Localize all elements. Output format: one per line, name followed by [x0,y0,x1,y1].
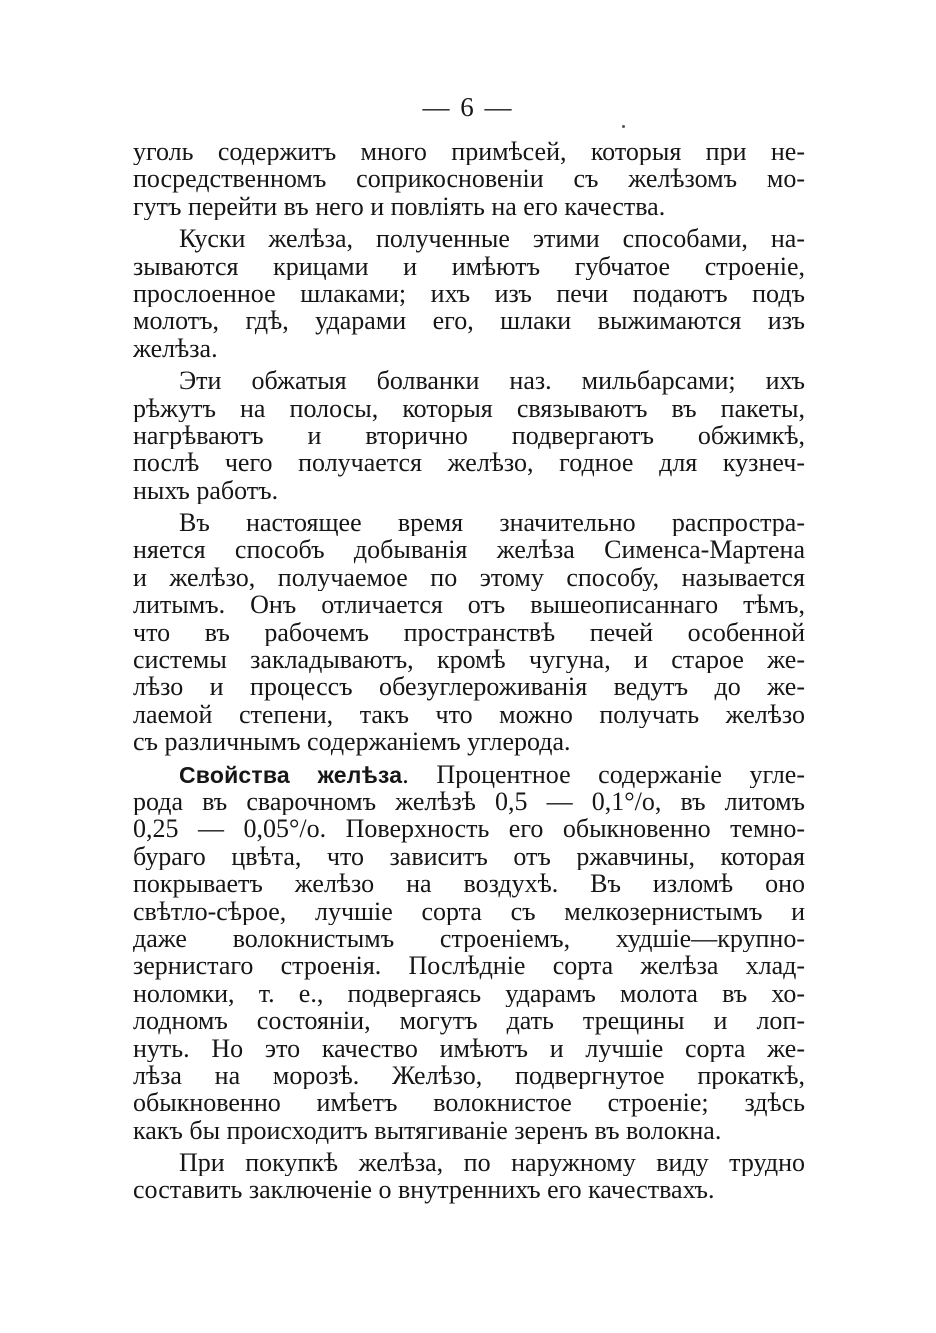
text-line: что въ рабочемъ пространствѣ печей особенной [133,618,805,647]
paragraph-2 [133,225,805,362]
text-line: 0,25 — 0,05°/о. Поверхность его обыкновенно темно- [133,815,805,843]
text-line: покрываетъ желѣзо на воздухѣ. Въ изломѣ оно [133,870,805,898]
text-line: гутъ перейти въ него и повлiять на его качества. [133,192,666,221]
text-line: При покупкѣ желѣза, по наружному виду трудно [179,1149,805,1177]
section-heading: Свойства желѣза [179,761,403,788]
text-line: ныхъ работъ. [133,476,279,505]
paragraph-1 [133,138,805,220]
text-line: лаемой степени, такъ что можно получать желѣзо [133,700,805,729]
text-line: бураго цвѣта, что зависитъ отъ ржавчины, которая [133,842,805,871]
text-line: Эти обжатыя болванки наз. мильбарсами; ихъ [179,367,805,395]
text-line: свѣтло-сѣрое, лучшiе сорта съ мелкозернистымъ и [133,897,805,925]
text-line: лѣза на морозѣ. Желѣзо, подвергнутое прокаткѣ, [133,1061,805,1090]
page-number: — 6 — [422,92,514,122]
text-line: какъ бы происходитъ вытягиванiе зеренъ въ волокна. [133,1116,722,1145]
text-line: молотъ, гдѣ, ударами его, шлаки выжимаются изъ [133,307,805,335]
print-speck [622,125,625,128]
text-line: лодномъ состоянiи, могутъ дать трещины и лоп- [133,1007,805,1035]
text-line: желѣза. [133,334,218,363]
text-line [133,761,805,788]
text-line: няется способъ добыванiя желѣза Сименса-Мартена [133,536,805,564]
text-line: ноломки, т. е., подвергаясь ударамъ молота въ хо- [133,979,805,1008]
body-text [133,138,805,1204]
text-line: рѣжутъ на полосы, которыя связываютъ въ пакеты, [133,394,805,422]
text-line: съ различнымъ содержанiемъ углерода. [133,728,571,756]
text-line: нагрѣваютъ и вторично подвергаютъ обжимкѣ, [133,421,805,450]
text-line: прослоенное шлаками; ихъ изъ печи подаютъ подъ [133,279,805,308]
text-line-rest: . Процентное содержанiе угле- [402,760,805,788]
text-line: зываются крицами и имѣютъ губчатое строенiе, [133,252,805,280]
text-line: посредственномъ соприкосновенiи съ желѣзомъ мо- [133,165,805,193]
text-line: уголь содержитъ много примѣсей, которыя при не- [133,138,805,166]
text-line: послѣ чего получается желѣзо, годное для кузнеч- [133,449,805,477]
text-line: и желѣзо, получаемое по этому способу, называется [133,563,805,592]
text-line: литымъ. Онъ отличается отъ вышеописаннаго тѣмъ, [133,591,805,619]
paragraph-6 [133,1149,805,1204]
text-line: нуть. Но это качество имѣютъ и лучшiе сорта же- [133,1034,805,1062]
text-line: лѣзо и процессъ обезуглероживанiя ведутъ до же- [133,673,805,701]
text-line: даже волокнистымъ строенiемъ, худшiе—крупно- [133,924,805,953]
paragraph-5 [133,761,805,1144]
text-line: рода въ сварочномъ желѣзѣ 0,5 — 0,1°/о, въ литомъ [133,787,805,816]
text-line: составить заключенiе о внутреннихъ его качествахъ. [133,1176,715,1204]
text-line: Куски желѣза, полученные этими способами, на- [179,225,805,253]
paragraph-3 [133,367,805,504]
text-line: обыкновенно имѣетъ волокнистое строенiе; здѣсь [133,1089,805,1117]
text-line: зернистаго строенiя. Послѣднiе сорта желѣза хлад- [133,952,805,980]
text-line: Въ настоящее время значительно распростра- [179,509,805,537]
paragraph-4 [133,509,805,756]
text-line: системы закладываютъ, кромѣ чугуна, и старое же- [133,646,805,674]
